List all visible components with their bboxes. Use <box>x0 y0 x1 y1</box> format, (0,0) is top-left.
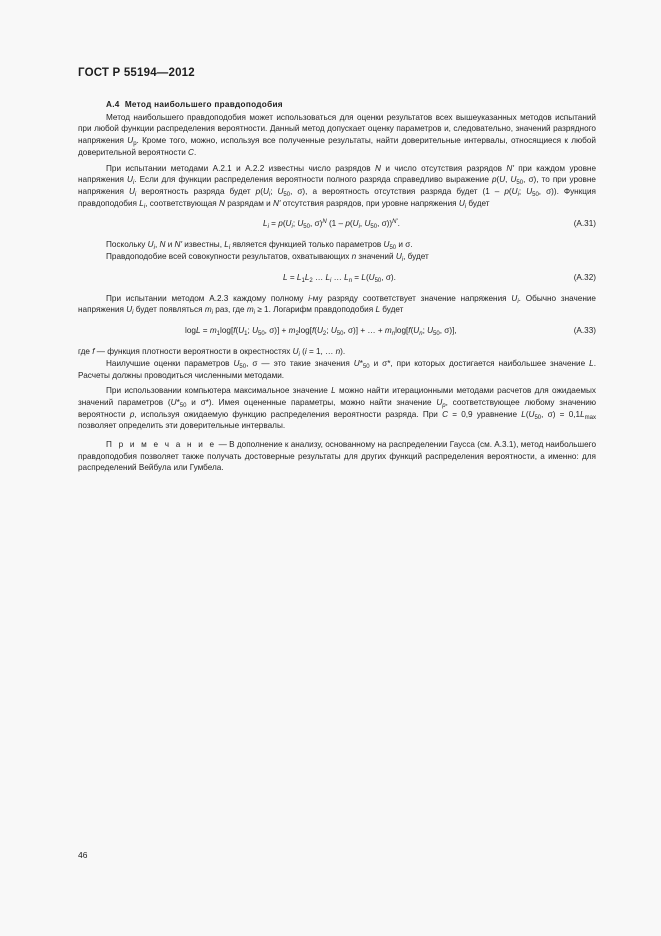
page-number: 46 <box>78 850 88 860</box>
paragraph-likelihood: Правдоподобие всей совокупности результатов, охватывающих n значений $U_i$, будет <box>106 252 429 264</box>
section-title: Метод наибольшего правдоподобия <box>124 100 283 109</box>
section-number: А.4 <box>106 100 120 109</box>
note-text: — В дополнение к анализу, основанному на распределении Гаусса (см. А.3.1), метод наибольшего правдоподобия позволяет также получать достоверные результаты для других функций распределения вероятности, а именно: для распределений Вейбула или Гумбела. <box>78 440 597 473</box>
section-heading <box>78 99 596 111</box>
equation-a33-formula: $\log L = m_1\log[f(U_1$; $U_{50}$, $\sigma)] + m_2\log[f(U_2$; $U_{50}$, σ)] + … + $m_n\log[f(U_n$; $U_{50}$, σ)], <box>185 326 457 338</box>
paragraph-methods-a21-a22: При испытании методами А.2.1 и А.2.2 известны число разрядов N и число отсутствия разрядов N' при каждом уровне напряжения $U_i$. Если для функции распределения вероятности полного разряда справедливо выражение p(U, $U_{50}$, σ), то при уровне напряжения $U_i$ вероятность разряда будет $p(U_i$; $U_{50}$, σ), а вероятность отсутствия разряда будет ($1 - p(U_i$; $U_{50}$, σ)). Функция правдоподобия $L_i$, соответствующая N разрядам и N' отсутствия разрядов, при уровне напряжения $U_i$ будет <box>78 163 596 210</box>
equation-a31 <box>78 218 596 230</box>
equation-a33 <box>78 325 596 337</box>
note-label: П р и м е ч а н и е <box>106 440 217 450</box>
paragraph-since: Поскольку $U_i$, N и N' известны, $L_i$ является функцией только параметров $U_{50}$ и σ. <box>106 240 413 252</box>
equation-a32 <box>78 272 596 284</box>
equation-number: (А.31) <box>573 219 596 229</box>
document-body <box>78 99 596 474</box>
paragraph-computer: При использовании компьютера максимальное значение L можно найти итерационными методами расчетов для ожидаемых значений параметров ($U*_{50}$ и σ*). Имея оцененные параметры, можно найти значение $U_p$, соответствующее любому значению вероятности p, используя ожидаемую функцию распределения вероятности разряда. При C = 0,9 уравнение $L(U_{50}$, $\sigma) = 0,1L_{max}$ позволяет определить эти доверительные интервалы. <box>78 386 596 431</box>
note <box>78 439 596 474</box>
paragraph-best-estimates: Наилучшие оценки параметров $U_{50}$, σ — это такие значения $U*_{50}$ и σ*, при которых достигается наибольшее значение L. Расчеты должны проводиться численными методами. <box>78 358 596 380</box>
paragraph-intro: Метод наибольшего правдоподобия может использоваться для оценки результатов всех вышеуказанных методов испытаний при любой функции распределения вероятности. Данный метод допускает оценку параметров и, следовательно, значений разрядного напряжения $U_p$. Кроме того, можно, используя все полученные результаты, найти доверительные интервалы, относящиеся к любой доверительной вероятности C. <box>78 112 596 157</box>
equation-number: (А.33) <box>573 326 596 336</box>
page-header: ГОСТ Р 55194—2012 <box>78 67 195 79</box>
paragraph-where-f: где f — функция плотности вероятности в окрестностях $U_i$ (i = 1, … n). <box>78 347 346 359</box>
paragraph-method-a23: При испытании методом А.2.3 каждому полному i-му разряду соответствует значение напряжения $U_i$. Обычно значение напряжения $U_i$ будет появляться $m_i$ раз, где $m_i \ge 1$. Логарифм правдоподобия L будет <box>78 293 596 317</box>
equation-number: (А.32) <box>573 272 596 282</box>
equation-a32-formula: $L = L_1L_2$ … $L_i$ … $L_n = L(U_{50}$, σ). <box>283 272 396 284</box>
equation-a31-formula: $L_i = p(U_i$; $U_{50}$, σ)$^N$ ($1 - p(U_i$, $U_{50}$, σ))$^{N'}$. <box>263 219 400 231</box>
